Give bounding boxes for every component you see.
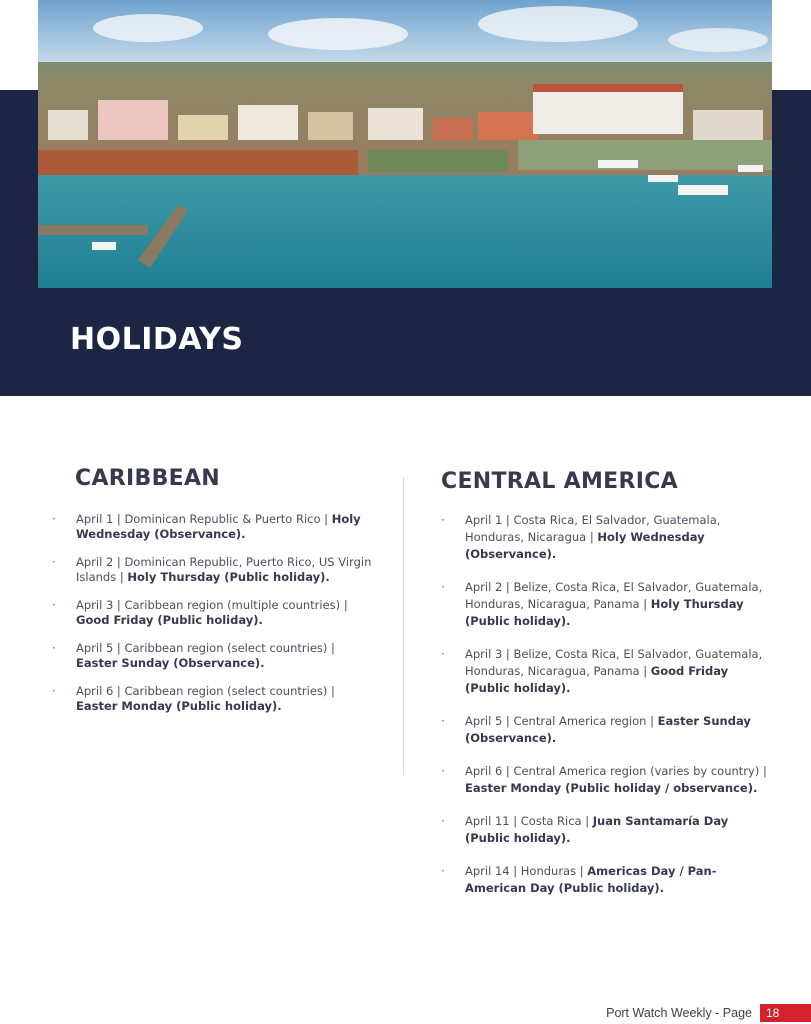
list-item: · April 6 | Caribbean region (select countries) | Easter Monday (Public holiday). <box>76 684 376 714</box>
page-footer <box>606 1004 811 1022</box>
harbor-aerial-image <box>38 0 772 288</box>
list-item: · April 11 | Costa Rica | Juan Santamaría Day (Public holiday). <box>465 813 771 847</box>
page-title: HOLIDAYS <box>70 322 244 357</box>
list-item: · April 1 | Dominican Republic & Puerto Rico | Holy Wednesday (Observance). <box>76 512 376 542</box>
list-item: · April 1 | Costa Rica, El Salvador, Guatemala, Honduras, Nicaragua | Holy Wednesday (Observance). <box>465 512 771 563</box>
list-item: · April 5 | Central America region | Easter Sunday (Observance). <box>465 713 771 747</box>
list-item: · April 6 | Central America region (varies by country) | Easter Monday (Public holiday / observance). <box>465 763 771 797</box>
page-number-badge: 18 <box>760 1004 811 1022</box>
central-america-heading: CENTRAL AMERICA <box>441 469 678 494</box>
list-item: · April 3 | Belize, Costa Rica, El Salvador, Guatemala, Honduras, Nicaragua, Panama | Good Friday (Public holiday). <box>465 646 771 697</box>
list-item: · April 5 | Caribbean region (select countries) | Easter Sunday (Observance). <box>76 641 376 671</box>
hero-photo <box>38 0 772 288</box>
caribbean-holiday-list <box>76 512 376 727</box>
list-item: · April 14 | Honduras | Americas Day / Pan-American Day (Public holiday). <box>465 863 771 897</box>
column-divider <box>403 477 404 775</box>
caribbean-heading: CARIBBEAN <box>75 466 221 491</box>
list-item: · April 2 | Belize, Costa Rica, El Salvador, Guatemala, Honduras, Nicaragua, Panama | Holy Thursday (Public holiday). <box>465 579 771 630</box>
publication-name: Port Watch Weekly - Page <box>606 1006 752 1020</box>
list-item: · April 2 | Dominican Republic, Puerto Rico, US Virgin Islands | Holy Thursday (Public holiday). <box>76 555 376 585</box>
central-america-holiday-list <box>465 512 771 913</box>
list-item: · April 3 | Caribbean region (multiple countries) | Good Friday (Public holiday). <box>76 598 376 628</box>
